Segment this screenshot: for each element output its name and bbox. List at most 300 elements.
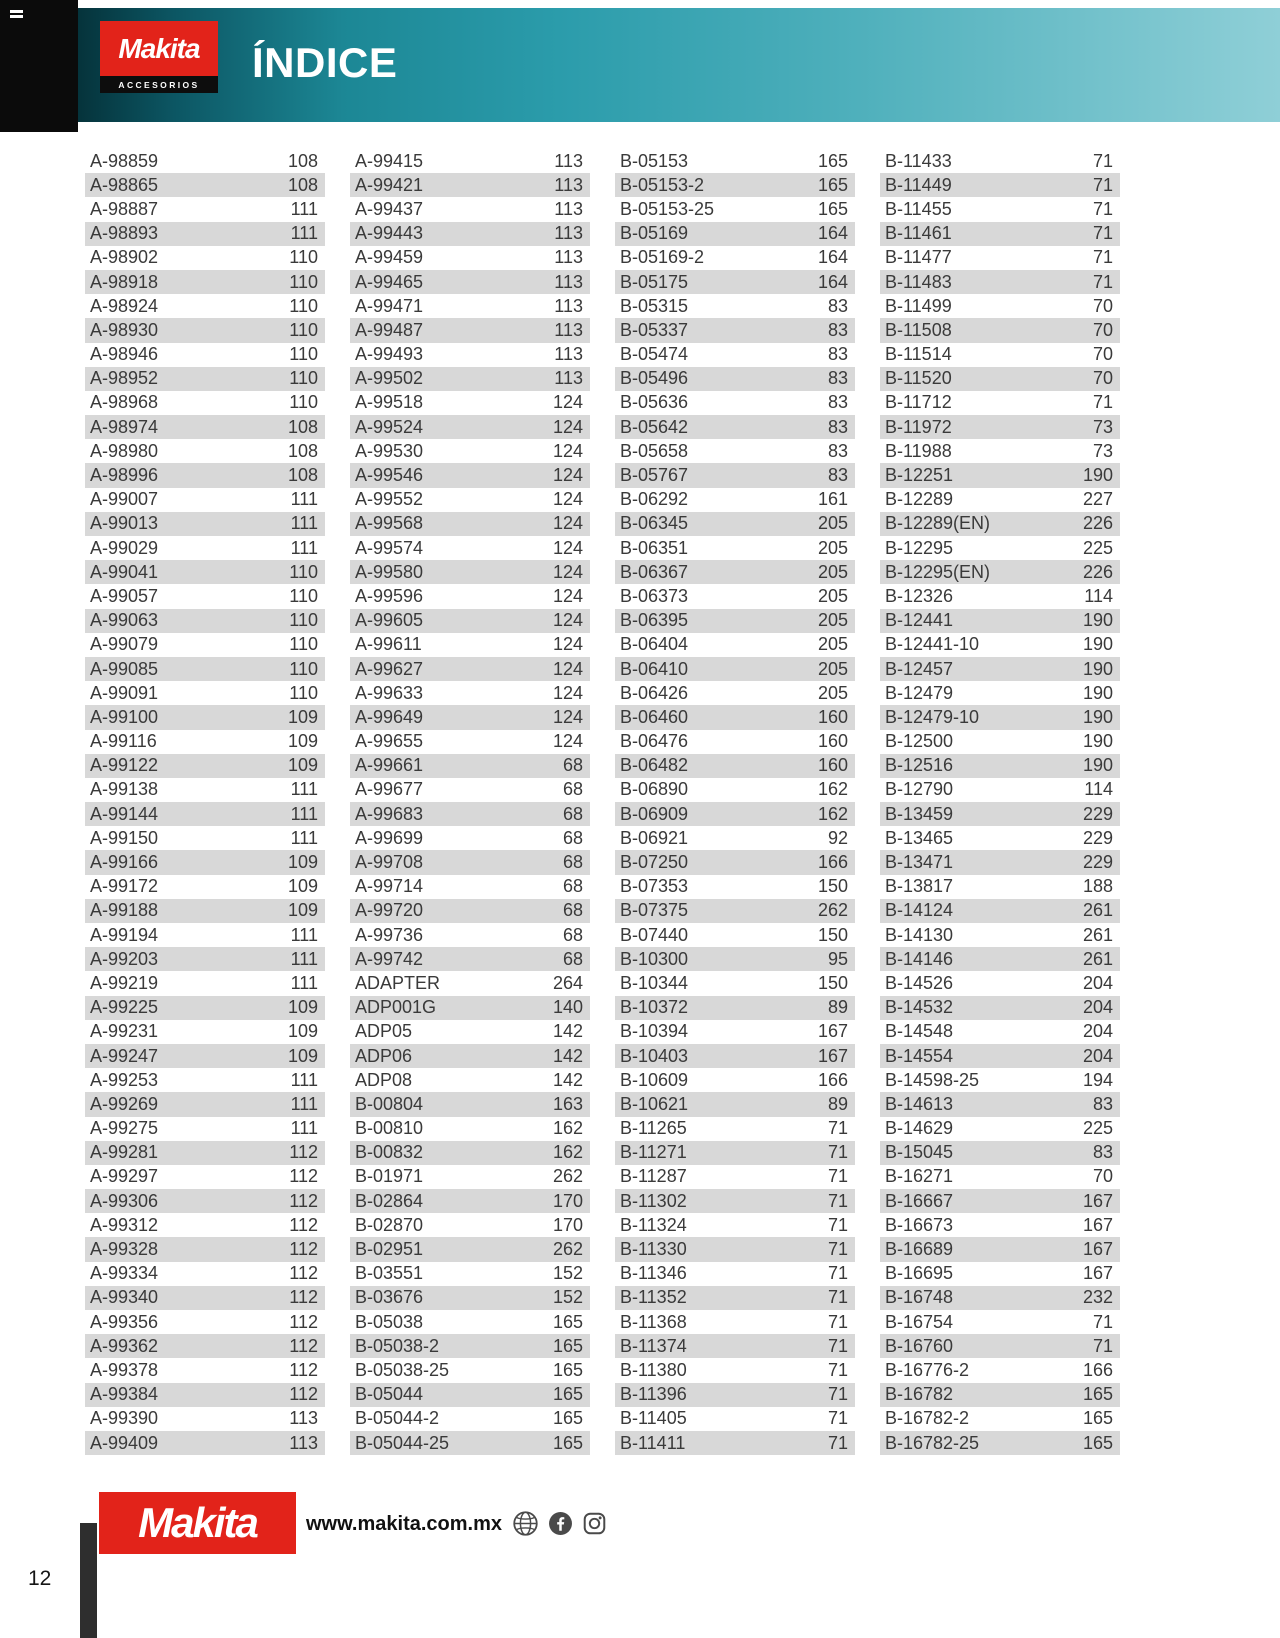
page-reference: 205: [817, 610, 848, 631]
product-code: B-00810: [355, 1118, 424, 1139]
index-row: [880, 1189, 1120, 1213]
product-code: B-12457: [885, 658, 954, 679]
index-row: [85, 1044, 325, 1068]
index-row: [350, 947, 590, 971]
product-code: B-05169: [620, 223, 689, 244]
product-code: A-99409: [90, 1432, 159, 1453]
page-reference: 71: [1092, 1311, 1113, 1332]
page-reference: 109: [287, 706, 318, 727]
index-row: [880, 1310, 1120, 1334]
product-code: B-12479-10: [885, 706, 980, 727]
index-row: [85, 415, 325, 439]
page-reference: 71: [1092, 223, 1113, 244]
index-row: [880, 173, 1120, 197]
index-row: [85, 1310, 325, 1334]
page-reference: 261: [1082, 924, 1113, 945]
product-code: A-99225: [90, 997, 159, 1018]
index-row: [880, 1431, 1120, 1455]
product-code: B-05315: [620, 295, 689, 316]
index-row: [615, 1044, 855, 1068]
index-row: [615, 1141, 855, 1165]
product-code: B-14613: [885, 1093, 954, 1114]
index-row: [85, 996, 325, 1020]
index-row: [350, 1358, 590, 1382]
page-reference: 142: [552, 1069, 583, 1090]
product-code: B-06890: [620, 779, 689, 800]
product-code: B-06345: [620, 513, 689, 534]
product-code: B-11380: [620, 1359, 687, 1380]
product-code: B-11988: [885, 440, 952, 461]
page-reference: 109: [287, 755, 318, 776]
product-code: B-12500: [885, 731, 954, 752]
page-reference: 113: [289, 1432, 318, 1453]
product-code: B-11449: [885, 174, 952, 195]
index-row: [85, 270, 325, 294]
product-code: A-99574: [355, 537, 424, 558]
index-row: [615, 294, 855, 318]
product-code: B-11368: [620, 1311, 687, 1332]
index-row: [350, 584, 590, 608]
product-code: ADP05: [355, 1021, 413, 1042]
page-reference: 124: [552, 489, 583, 510]
page-reference: 109: [287, 1045, 318, 1066]
index-row: [615, 584, 855, 608]
index-row: [880, 294, 1120, 318]
index-row: [350, 560, 590, 584]
index-row: [880, 923, 1120, 947]
product-code: B-10344: [620, 972, 689, 993]
index-row: [85, 149, 325, 173]
product-code: B-05153-2: [620, 174, 705, 195]
page-reference: 68: [562, 803, 583, 824]
product-code: A-99699: [355, 827, 424, 848]
index-row: [880, 1334, 1120, 1358]
product-code: A-99172: [90, 876, 159, 897]
index-row: [85, 609, 325, 633]
index-row: [350, 826, 590, 850]
product-code: B-10394: [620, 1021, 689, 1042]
page-reference: 112: [289, 1190, 318, 1211]
index-row: [85, 1237, 325, 1261]
page-reference: 111: [290, 513, 318, 534]
page-reference: 112: [289, 1239, 318, 1260]
product-code: B-14532: [885, 997, 954, 1018]
product-code: B-11346: [620, 1263, 687, 1284]
page-reference: 110: [289, 271, 318, 292]
index-row: [85, 318, 325, 342]
index-row: [350, 536, 590, 560]
index-row: [615, 391, 855, 415]
index-row: [615, 439, 855, 463]
page-reference: 190: [1082, 465, 1113, 486]
index-row: [350, 1165, 590, 1189]
product-code: B-05038-25: [355, 1359, 450, 1380]
product-code: A-99552: [355, 489, 424, 510]
index-row: [880, 536, 1120, 560]
product-code: A-99203: [90, 948, 159, 969]
index-row: [350, 1092, 590, 1116]
product-code: A-99269: [90, 1093, 159, 1114]
page-reference: 160: [817, 755, 848, 776]
product-code: A-99029: [90, 537, 159, 558]
index-row: [880, 246, 1120, 270]
product-code: A-99611: [355, 634, 422, 655]
product-code: B-16673: [885, 1214, 954, 1235]
product-code: B-00804: [355, 1093, 424, 1114]
page-reference: 150: [817, 972, 848, 993]
page-reference: 150: [817, 876, 848, 897]
page-reference: 111: [290, 827, 318, 848]
page-reference: 83: [827, 440, 848, 461]
product-code: B-14526: [885, 972, 954, 993]
index-row: [880, 899, 1120, 923]
page-reference: 205: [817, 682, 848, 703]
page-reference: 165: [552, 1311, 583, 1332]
product-code: A-99568: [355, 513, 424, 534]
product-code: A-99306: [90, 1190, 159, 1211]
page-reference: 113: [554, 344, 583, 365]
index-row: [615, 222, 855, 246]
product-code: B-11455: [885, 198, 952, 219]
page-reference: 68: [562, 755, 583, 776]
page-reference: 83: [827, 295, 848, 316]
index-row: [615, 657, 855, 681]
product-code: B-16782-2: [885, 1408, 970, 1429]
index-row: [880, 1286, 1120, 1310]
page-reference: 124: [552, 585, 583, 606]
page-reference: 110: [289, 247, 318, 268]
product-code: A-99502: [355, 368, 424, 389]
index-row: [85, 173, 325, 197]
page-reference: 162: [552, 1118, 583, 1139]
product-code: A-99138: [90, 779, 159, 800]
product-code: B-11374: [620, 1335, 687, 1356]
product-code: B-07375: [620, 900, 689, 921]
page-reference: 167: [1082, 1263, 1113, 1284]
page-reference: 264: [552, 972, 583, 993]
index-row: [615, 1020, 855, 1044]
page-reference: 70: [1092, 344, 1113, 365]
page-reference: 124: [552, 658, 583, 679]
facebook-icon: [548, 1511, 573, 1536]
product-code: A-99720: [355, 900, 424, 921]
page-reference: 225: [1082, 1118, 1113, 1139]
index-row: [880, 1262, 1120, 1286]
product-code: A-99281: [90, 1142, 159, 1163]
index-row: [880, 996, 1120, 1020]
product-code: B-16782: [885, 1384, 954, 1405]
page-reference: 229: [1082, 852, 1113, 873]
index-row: [615, 560, 855, 584]
page-reference: 83: [827, 465, 848, 486]
page-reference: 227: [1082, 489, 1113, 510]
product-code: A-99188: [90, 900, 159, 921]
product-code: B-05038-2: [355, 1335, 440, 1356]
page-reference: 83: [1092, 1093, 1113, 1114]
page-reference: 110: [289, 634, 318, 655]
product-code: ADP06: [355, 1045, 413, 1066]
page-reference: 124: [552, 731, 583, 752]
index-row: [615, 246, 855, 270]
index-row: [615, 850, 855, 874]
page-reference: 165: [1082, 1432, 1113, 1453]
index-row: [350, 512, 590, 536]
index-row: [85, 536, 325, 560]
page-reference: 71: [827, 1190, 848, 1211]
index-row: [350, 318, 590, 342]
page-reference: 112: [289, 1214, 318, 1235]
makita-logo-text: Makita: [118, 32, 200, 64]
page-reference: 113: [554, 295, 583, 316]
product-code: B-05767: [620, 465, 689, 486]
page-reference: 262: [817, 900, 848, 921]
page-reference: 205: [817, 537, 848, 558]
product-code: A-99677: [355, 779, 424, 800]
product-code: A-98996: [90, 465, 159, 486]
product-code: B-05044-25: [355, 1432, 450, 1453]
page-reference: 226: [1082, 561, 1113, 582]
page-reference: 83: [827, 344, 848, 365]
index-row: [615, 197, 855, 221]
page-reference: 165: [817, 150, 848, 171]
product-code: B-16776-2: [885, 1359, 970, 1380]
page-reference: 110: [289, 392, 318, 413]
page-reference: 71: [1092, 150, 1113, 171]
page-reference: 109: [287, 1021, 318, 1042]
page-reference: 110: [289, 682, 318, 703]
page-reference: 262: [552, 1239, 583, 1260]
page-reference: 113: [554, 319, 583, 340]
index-row: [350, 1068, 590, 1092]
product-code: B-11520: [885, 368, 952, 389]
product-code: A-99253: [90, 1069, 159, 1090]
index-row: [880, 1383, 1120, 1407]
index-row: [615, 463, 855, 487]
page-reference: 108: [287, 440, 318, 461]
index-row: [350, 1117, 590, 1141]
page-reference: 112: [289, 1142, 318, 1163]
product-code: A-99356: [90, 1311, 159, 1332]
index-row: [880, 754, 1120, 778]
product-code: A-99079: [90, 634, 159, 655]
index-row: [880, 318, 1120, 342]
index-row: [615, 1383, 855, 1407]
index-row: [350, 173, 590, 197]
index-row: [85, 1189, 325, 1213]
page-reference: 165: [817, 198, 848, 219]
page-reference: 142: [552, 1045, 583, 1066]
page-reference: 162: [817, 779, 848, 800]
index-row: [880, 391, 1120, 415]
page-reference: 111: [290, 948, 318, 969]
product-code: B-07250: [620, 852, 689, 873]
product-code: A-99384: [90, 1384, 159, 1405]
page-reference: 204: [1082, 972, 1113, 993]
product-code: A-99150: [90, 827, 159, 848]
index-row: [350, 1213, 590, 1237]
page-reference: 205: [817, 561, 848, 582]
product-code: B-11461: [885, 223, 952, 244]
index-row: [880, 367, 1120, 391]
product-code: B-14548: [885, 1021, 954, 1042]
index-row: [880, 875, 1120, 899]
index-row: [85, 681, 325, 705]
index-row: [880, 584, 1120, 608]
index-row: [350, 1286, 590, 1310]
product-code: A-99518: [355, 392, 424, 413]
page-reference: 71: [827, 1384, 848, 1405]
page-reference: 68: [562, 948, 583, 969]
product-code: ADP08: [355, 1069, 413, 1090]
makita-logo: [100, 21, 218, 93]
index-row: [85, 1117, 325, 1141]
index-row: [880, 1213, 1120, 1237]
footer-social-icons: [512, 1510, 607, 1537]
page-reference: 109: [287, 731, 318, 752]
index-row: [615, 802, 855, 826]
page-reference: 204: [1082, 1021, 1113, 1042]
product-code: A-99247: [90, 1045, 159, 1066]
product-code: B-11712: [885, 392, 952, 413]
index-row: [880, 1020, 1120, 1044]
product-code: A-99421: [355, 174, 424, 195]
index-row: [350, 270, 590, 294]
page-reference: 71: [1092, 198, 1113, 219]
product-code: A-99297: [90, 1166, 159, 1187]
page-reference: 165: [552, 1335, 583, 1356]
product-code: A-99683: [355, 803, 424, 824]
page-reference: 164: [817, 223, 848, 244]
product-code: B-16689: [885, 1239, 954, 1260]
accesorios-label: ACCESORIOS: [118, 79, 200, 90]
product-code: B-06426: [620, 682, 689, 703]
index-row: [85, 560, 325, 584]
page-reference: 194: [1082, 1069, 1113, 1090]
page-reference: 165: [552, 1359, 583, 1380]
page-reference: 111: [290, 489, 318, 510]
page-reference: 225: [1082, 537, 1113, 558]
page-reference: 92: [827, 827, 848, 848]
product-code: B-11499: [885, 295, 952, 316]
index-row: [85, 657, 325, 681]
page-reference: 71: [1092, 174, 1113, 195]
page-reference: 111: [290, 223, 318, 244]
index-column-2: [350, 149, 590, 1455]
page-reference: 229: [1082, 827, 1113, 848]
index-row: [615, 875, 855, 899]
page-reference: 124: [552, 392, 583, 413]
page-reference: 71: [827, 1263, 848, 1284]
page-reference: 68: [562, 852, 583, 873]
page-reference: 109: [287, 876, 318, 897]
product-code: B-02864: [355, 1190, 424, 1211]
page-reference: 70: [1092, 295, 1113, 316]
product-code: A-98980: [90, 440, 159, 461]
page-reference: 71: [827, 1432, 848, 1453]
page-reference: 108: [287, 174, 318, 195]
page-reference: 83: [1092, 1142, 1113, 1163]
page-reference: 112: [289, 1287, 318, 1308]
page-reference: 71: [1092, 392, 1113, 413]
page-reference: 113: [554, 223, 583, 244]
page-reference: 165: [552, 1408, 583, 1429]
product-code: A-99580: [355, 561, 424, 582]
product-code: B-11352: [620, 1287, 687, 1308]
product-code: B-12251: [885, 465, 954, 486]
index-row: [350, 1020, 590, 1044]
product-code: B-14554: [885, 1045, 954, 1066]
index-row: [350, 1044, 590, 1068]
page-reference: 109: [287, 900, 318, 921]
product-code: A-98859: [90, 150, 159, 171]
page-reference: 261: [1082, 948, 1113, 969]
index-row: [880, 633, 1120, 657]
page-reference: 73: [1092, 440, 1113, 461]
page-reference: 114: [1084, 585, 1113, 606]
index-row: [350, 899, 590, 923]
page-reference: 124: [552, 706, 583, 727]
index-row: [615, 1068, 855, 1092]
index-row: [350, 1334, 590, 1358]
page-reference: 165: [817, 174, 848, 195]
page-reference: 71: [1092, 271, 1113, 292]
product-code: B-06476: [620, 731, 689, 752]
product-code: B-11508: [885, 319, 952, 340]
index-row: [615, 149, 855, 173]
index-row: [615, 996, 855, 1020]
index-row: [85, 294, 325, 318]
product-code: B-06367: [620, 561, 689, 582]
product-code: A-99471: [355, 295, 424, 316]
index-row: [615, 1286, 855, 1310]
page-reference: 167: [817, 1045, 848, 1066]
index-row: [85, 197, 325, 221]
index-row: [615, 318, 855, 342]
product-code: B-13459: [885, 803, 954, 824]
page-reference: 205: [817, 634, 848, 655]
page-header: [78, 8, 1280, 122]
page-reference: 89: [827, 997, 848, 1018]
index-row: [615, 1310, 855, 1334]
makita-logo-box: [100, 21, 218, 76]
product-code: A-99007: [90, 489, 159, 510]
product-code: B-11514: [885, 344, 952, 365]
product-code: B-11302: [620, 1190, 687, 1211]
index-row: [880, 439, 1120, 463]
page-reference: 113: [554, 150, 583, 171]
index-row: [350, 488, 590, 512]
index-row: [85, 971, 325, 995]
index-row: [85, 802, 325, 826]
index-row: [350, 246, 590, 270]
page-reference: 68: [562, 876, 583, 897]
index-row: [85, 826, 325, 850]
index-row: [85, 1262, 325, 1286]
index-row: [615, 1334, 855, 1358]
page-reference: 110: [289, 610, 318, 631]
index-row: [880, 270, 1120, 294]
page-reference: 83: [827, 416, 848, 437]
product-code: A-99219: [90, 972, 159, 993]
index-row: [85, 778, 325, 802]
page-reference: 152: [552, 1287, 583, 1308]
index-row: [880, 512, 1120, 536]
product-code: A-99661: [355, 755, 424, 776]
index-row: [85, 1092, 325, 1116]
page-reference: 167: [817, 1021, 848, 1042]
page-reference: 167: [1082, 1190, 1113, 1211]
index-row: [350, 463, 590, 487]
